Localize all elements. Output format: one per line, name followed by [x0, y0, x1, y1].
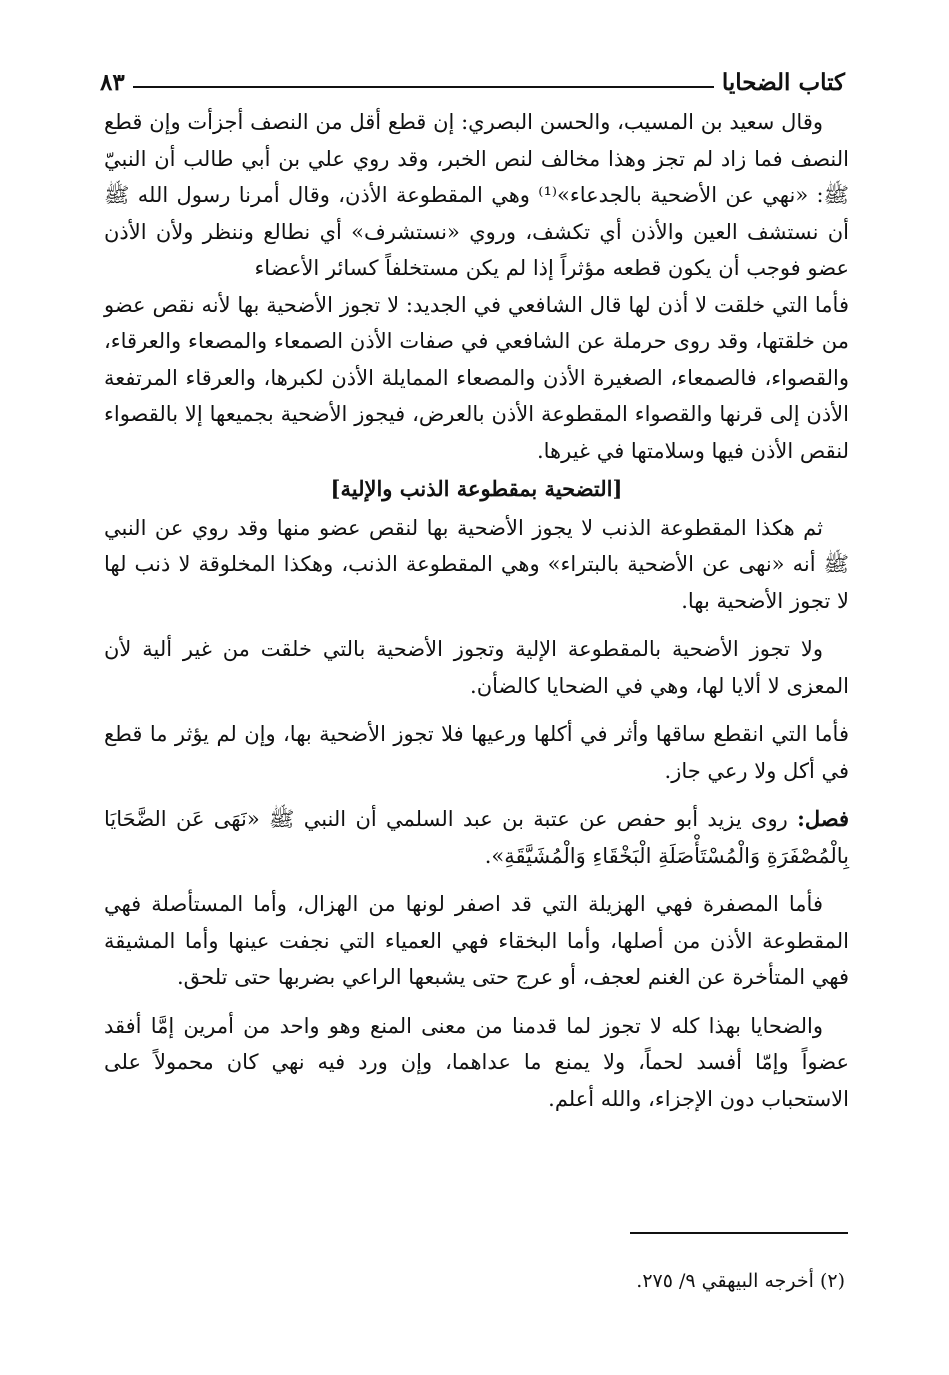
paragraph: فأما التي خلقت لا أذن لها قال الشافعي في الجديد: لا تجوز الأضحية بها لأنه نقص عضو من خلقتها، وقد روى حرملة عن الشافعي في صفات الأذن الصمعاء والمصعاء والعرقاء، والقصواء، فالصمعاء، الصغيرة الأذن والمصعاء الممايلة الأذن لكبرها، والعرقاء المرتفعة الأذن إلى قرنها والقصواء المقطوعة الأذن بالعرض، فيجوز الأضحية بجميعها إلا بالقصواء لنقص الأذن فيها وسلامتها في غيرها. — [104, 292, 849, 463]
paragraph: فأما المصفرة فهي الهزيلة التي قد اصفر لونها من الهزال، وأما المستأصلة فهي المقطوعة الأذن من أصلها، وأما البخقاء فهي العمياء التي نجفت عينها وأما المشيقة فهي المتأخرة عن الغنم لعجف، أو عرج حتى يشبعها الراعي بضربها حتى تلحق. — [104, 892, 849, 989]
footnote-separator — [630, 1232, 848, 1234]
book-title: كتاب الضحايا — [721, 69, 845, 96]
page-number: ٨٣ — [100, 69, 125, 96]
paragraph: والضحايا بهذا كله لا تجوز لما قدمنا من معنى المنع وهو واحد من أمرين إمَّا أفقد عضواً وإمّا أفسد لحماً، ولا يمنع ما عداهما، وإن ورد فيه نهي كان محمولاً على الاستحباب دون الإجزاء، والله أعلم. — [104, 1013, 849, 1111]
paragraph: ثم هكذا المقطوعة الذنب لا يجوز الأضحية بها لنقص عضو منها وقد روي عن النبي ﷺ أنه «نهى عن الأضحية بالبتراء» وهي المقطوعة الذنب، وهكذا المخلوقة لا ذنب لها لا تجوز الأضحية بها. — [104, 515, 849, 613]
page-header — [100, 60, 845, 96]
fasl-text: روى يزيد أبو حفص عن عتبة بن عبد السلمي أن النبي ﷺ «نَهَى عَن الضَّحَايَا بِالْمُصْفَرَةِ وَالْمُسْتَأْصَلَةِ الْبَخْقَاءِ وَالْمُشَيَّقَةِ». — [104, 807, 849, 868]
header-rule — [133, 86, 714, 88]
section-heading: [التضحية بمقطوعة الذنب والإلية] — [330, 476, 623, 501]
paragraph: ولا تجوز الأضحية بالمقطوعة الإلية وتجوز الأضحية بالتي خلقت من غير ألية لأن المعزى لا ألايا لها، وهي في الضحايا كالضأن. — [104, 637, 849, 698]
fasl-paragraph — [104, 801, 849, 874]
footnote: (٢) أخرجه البيهقي ٩/ ٢٧٥. — [636, 1270, 845, 1292]
main-text — [104, 104, 849, 1117]
paragraph: فأما التي انقطع ساقها وأثر في أكلها ورعيها فلا تجوز الأضحية بها، وإن لم يؤثر ما قطع في أكل ولا رعي جاز. — [104, 722, 849, 783]
paragraph: وقال سعيد بن المسيب، والحسن البصري: إن قطع أقل من النصف أجزأت وإن قطع النصف فما زاد لم تجز وهذا مخالف لنص الخبر، وقد روي علي بن أبي طالب أن النبيّ ﷺ: «نهي عن الأضحية بالجدعاء»⁽¹⁾ وهي المقطوعة الأذن، وقال أمرنا رسول الله ﷺ أن نستشف العين والأذن أي تكشف، وروي «نستشرف» أي نطالع وننظر ولأن الأذن عضو فوجب أن يكون قطعه مؤثراً إذا لم يكن مستخلفاً كسائر الأعضاء — [104, 110, 849, 280]
fasl-label: فصل: — [797, 806, 849, 831]
